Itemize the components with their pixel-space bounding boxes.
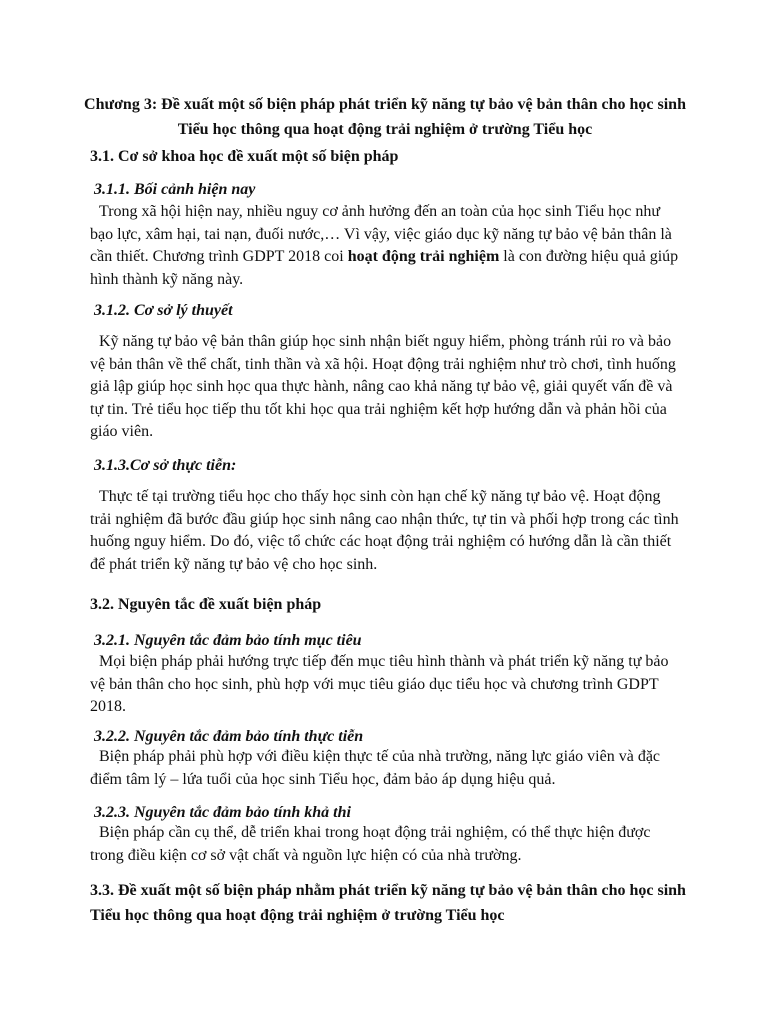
section-3-3-heading: 3.3. Đề xuất một số biện pháp nhằm phát triển kỹ năng tự bảo vệ bản thân cho học sinh Tiểu học thông qua hoạt động trải nghiệm ở trường Tiểu học: [90, 882, 686, 924]
section-3-1-2-paragraph: [90, 331, 682, 444]
section-3-2-3-heading: 3.2.3. Nguyên tắc đảm bảo tính khả thi: [94, 804, 351, 821]
section-3-2-2-heading: 3.2.2. Nguyên tắc đảm bảo tính thực tiễn: [94, 728, 364, 745]
section-3-1-1-heading: 3.1.1. Bối cảnh hiện nay: [94, 181, 256, 198]
paragraph-text: Biện pháp cần cụ thể, dễ triển khai trong hoạt động trải nghiệm, có thể thực hiện được trong điều kiện cơ sở vật chất và nguồn lực hiện có của nhà trường.: [90, 824, 651, 864]
chapter-title: Chương 3: Đề xuất một số biện pháp phát triển kỹ năng tự bảo vệ bản thân cho học sinh Tiểu học thông qua hoạt động trải nghiệm ở trường Tiểu học: [84, 96, 686, 138]
section-3-2-1-heading: 3.2.1. Nguyên tắc đảm bảo tính mục tiêu: [94, 632, 362, 649]
section-3-2-2-paragraph: [90, 746, 682, 791]
paragraph-text: là con đường hiệu quả giúp hình thành kỹ năng này.: [90, 248, 679, 288]
section-3-2-heading: 3.2. Nguyên tắc đề xuất biện pháp: [90, 596, 322, 613]
paragraph-text: Kỹ năng tự bảo vệ bản thân giúp học sinh nhận biết nguy hiểm, phòng tránh rủi ro và bảo vệ bản thân về thể chất, tinh thần và xã hội. Hoạt động trải nghiệm như trò chơi, tình huống giả lập giúp học sinh học qua thực hành, nâng cao khả năng tự bảo vệ, giải quyết vấn đề và tự tin. Trẻ tiểu học tiếp thu tốt khi học qua trải nghiệm kết hợp hướng dẫn và phản hồi của giáo viên.: [90, 333, 676, 440]
paragraph-text: Thực tế tại trường tiểu học cho thấy học sinh còn hạn chế kỹ năng tự bảo vệ. Hoạt động trải nghiệm đã bước đầu giúp học sinh nâng cao nhận thức, tự tin và phối hợp trong các tình huống nguy hiểm. Do đó, việc tổ chức các hoạt động trải nghiệm có hướng dẫn là cần thiết để phát triển kỹ năng tự bảo vệ cho học sinh.: [90, 488, 679, 573]
paragraph-text: Mọi biện pháp phải hướng trực tiếp đến mục tiêu hình thành và phát triển kỹ năng tự bảo vệ bản thân cho học sinh, phù hợp với mục tiêu giáo dục tiểu học và chương trình GDPT 2018.: [90, 653, 669, 715]
paragraph-text: Biện pháp phải phù hợp với điều kiện thực tế của nhà trường, năng lực giáo viên và đặc điểm tâm lý – lứa tuổi của học sinh Tiểu học, đảm bảo áp dụng hiệu quả.: [90, 748, 661, 788]
section-3-2-1-paragraph: [90, 651, 682, 719]
paragraph-text: Trong xã hội hiện nay, nhiều nguy cơ ảnh hưởng đến an toàn của học sinh Tiểu học như bạo lực, xâm hại, tai nạn, đuối nước,… Vì vậy, việc giáo dục kỹ năng tự bảo vệ bản thân là cần thiết. Chương trình GDPT 2018 coi: [90, 203, 672, 265]
section-3-1-2-heading: 3.1.2. Cơ sở lý thuyết: [94, 302, 233, 319]
section-3-2-3-paragraph: [90, 822, 682, 867]
section-3-1-1-paragraph: [90, 201, 682, 291]
section-3-1-heading: 3.1. Cơ sở khoa học đề xuất một số biện pháp: [90, 148, 399, 165]
section-3-1-3-heading: 3.1.3.Cơ sở thực tiễn:: [94, 457, 237, 474]
bold-phrase: hoạt động trải nghiệm: [347, 248, 500, 265]
section-3-1-3-paragraph: [90, 486, 682, 576]
